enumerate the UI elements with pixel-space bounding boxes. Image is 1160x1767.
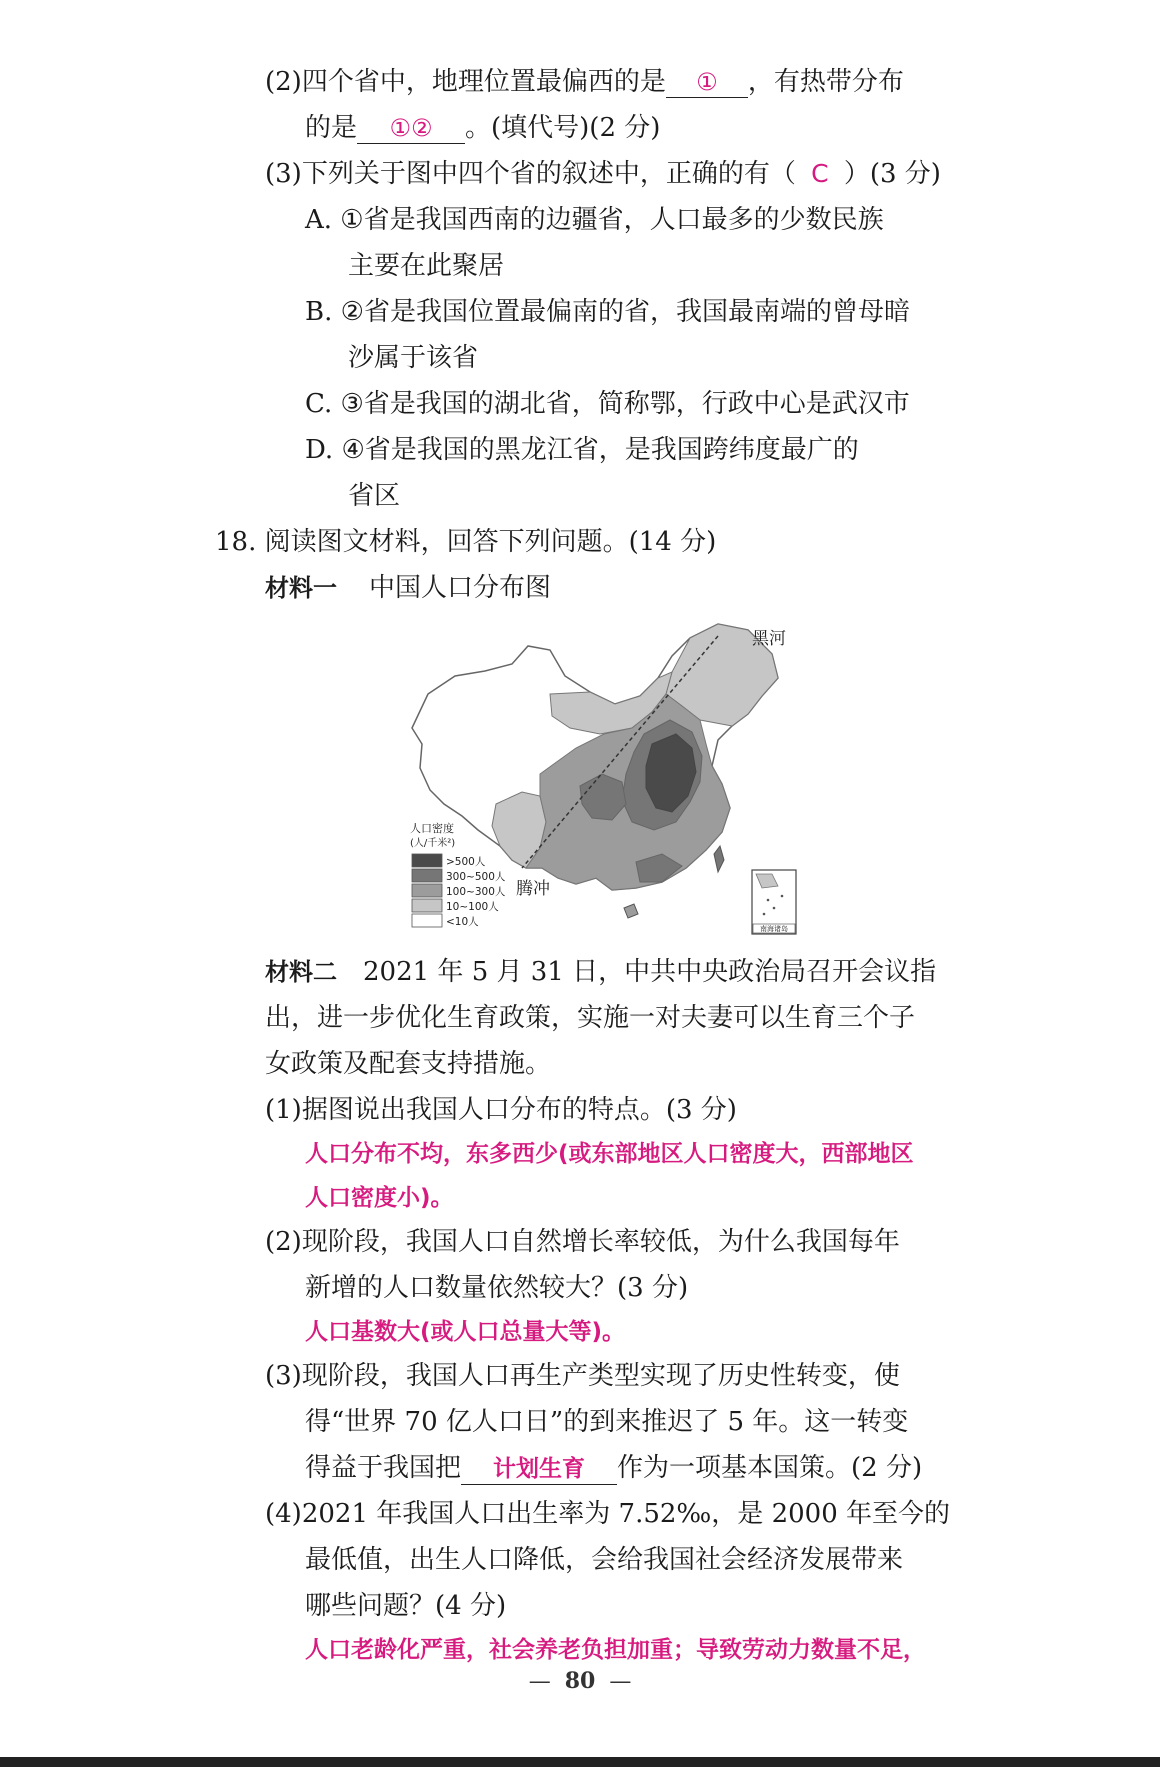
- q17-option-b-1: B. ②省是我国位置最偏南的省，我国最南端的曾母暗: [305, 297, 910, 327]
- q17-part3-question: (3)下列关于图中四个省的叙述中，正确的有（ C ）(3 分): [265, 159, 941, 189]
- q18-sub1-question: (1)据图说出我国人口分布的特点。(3 分): [265, 1095, 737, 1125]
- legend-label: <10人: [446, 916, 479, 928]
- q17-option-d-2: 省区: [348, 481, 401, 511]
- q18-sub4-question-1: (4)2021 年我国人口出生率为 7.52‰，是 2000 年至今的: [265, 1499, 951, 1529]
- q17-option-a-1: A. ①省是我国西南的边疆省，人口最多的少数民族: [305, 205, 884, 235]
- q18-sub4-answer: 人口老龄化严重，社会养老负担加重；导致劳动力数量不足，: [305, 1637, 926, 1663]
- q18-sub4-question-3: 哪些问题？(4 分): [305, 1591, 507, 1621]
- q18-sub3-question-3: 得益于我国把 计划生育 作为一项基本国策。(2 分): [305, 1453, 923, 1483]
- q18-sub3-question-2: 得“世界 70 亿人口日”的到来推迟了 5 年。这一转变: [305, 1407, 909, 1437]
- legend-label: >500人: [446, 856, 486, 868]
- legend-label: 300~500人: [446, 871, 506, 883]
- inset-label: 南海诸岛: [760, 925, 788, 933]
- q17-option-b-2: 沙属于该省: [348, 343, 479, 373]
- legend-swatch: [412, 854, 442, 867]
- page-footer: — 80 —: [528, 1668, 632, 1694]
- q17-part2-line2: 的是 ①② 。(填代号)(2 分): [305, 113, 661, 143]
- q18-sub2-question-1: (2)现阶段，我国人口自然增长率较低，为什么我国每年: [265, 1227, 900, 1257]
- q18-sub4-question-2: 最低值，出生人口降低，会给我国社会经济发展带来: [305, 1545, 904, 1575]
- q17-option-c: C. ③省是我国的湖北省，简称鄂，行政中心是武汉市: [305, 389, 910, 419]
- q17-blank-westmost: ①: [666, 67, 748, 98]
- q18-sub2-question-2: 新增的人口数量依然较大？(3 分): [305, 1273, 689, 1303]
- q18-heading: 18. 阅读图文材料，回答下列问题。(14 分): [215, 527, 717, 557]
- hainan: [624, 904, 638, 918]
- q18-sub1-answer-2: 人口密度小)。: [305, 1185, 454, 1211]
- label-tengchong: 腾冲: [516, 879, 550, 899]
- q18-material2-line2: 出，进一步优化生育政策，实施一对夫妻可以生育三个子: [265, 1003, 916, 1033]
- q17-part2-line1: (2)四个省中，地理位置最偏西的是 ① ，有热带分布: [265, 67, 904, 97]
- page-number: 80: [564, 1668, 596, 1694]
- q18-blank-national-policy: 计划生育: [461, 1453, 617, 1485]
- legend-swatch: [412, 914, 442, 927]
- legend-label: 100~300人: [446, 886, 506, 898]
- taiwan: [714, 846, 724, 872]
- q18-material2-line1: 材料二 2021 年 5 月 31 日，中共中央政治局召开会议指: [265, 957, 937, 987]
- q18-material1-title: 材料一 中国人口分布图: [265, 573, 552, 603]
- q17-part3-answer: C: [811, 159, 829, 188]
- q17-option-d-1: D. ④省是我国的黑龙江省，是我国跨纬度最广的: [305, 435, 859, 465]
- q17-option-a-2: 主要在此聚居: [348, 251, 505, 281]
- legend-swatch: [412, 899, 442, 912]
- legend-unit: (人/千米²): [410, 838, 456, 849]
- legend-swatch: [412, 869, 442, 882]
- q18-sub2-answer: 人口基数大(或人口总量大等)。: [305, 1319, 626, 1345]
- legend-title: 人口密度: [410, 822, 454, 835]
- bottom-edge-bar: [0, 1757, 1160, 1767]
- south-china-sea-inset: [752, 870, 796, 934]
- q18-sub1-answer-1: 人口分布不均，东多西少(或东部地区人口密度大，西部地区: [305, 1141, 914, 1167]
- legend-label: 10~100人: [446, 901, 499, 913]
- legend-swatch: [412, 884, 442, 897]
- q18-material2-line3: 女政策及配套支持措施。: [265, 1049, 552, 1079]
- q18-sub3-question-1: (3)现阶段，我国人口再生产类型实现了历史性转变，使: [265, 1361, 900, 1391]
- china-population-density-map: [400, 616, 800, 940]
- label-heihe: 黑河: [752, 629, 786, 649]
- q17-blank-tropical: ①②: [357, 113, 465, 144]
